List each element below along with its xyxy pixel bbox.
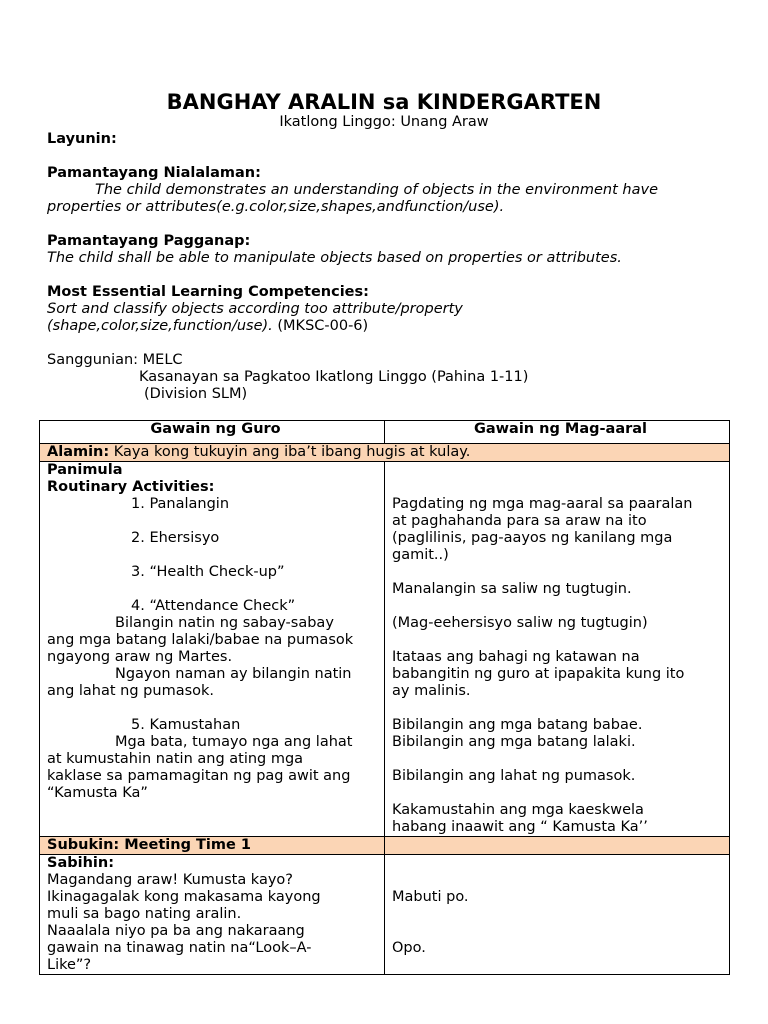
subukin-row (40, 837, 730, 855)
sanggunian-line2: Kasanayan sa Pagkatoo Ikatlong Linggo (Pahina 1-11) (139, 369, 529, 385)
alamin-cell (40, 444, 730, 462)
sabihin-row (40, 855, 730, 975)
pn-line1: The child demonstrates an understanding of objects in the environment have (95, 182, 658, 198)
s-opo: Opo. (392, 940, 426, 956)
s-kak-line2: habang inaawit ang “ Kamusta Ka’’ (392, 819, 648, 835)
melc-code: (MKSC-00-6) (272, 318, 369, 334)
guro-panimula-cell (40, 462, 385, 837)
s-ita-line2: babangitin ng guro at ipapakita kung ito (392, 666, 685, 682)
bilangin-line2: ang mga batang lalaki/babae na pumasok (47, 632, 354, 648)
alamin-text: Kaya kong tukuyin ang iba’t ibang hugis at kulay. (109, 444, 471, 460)
melc-line1: Sort and classify objects according too attribute/property (47, 301, 463, 317)
mga-line1: Mga bata, tumayo nga ang lahat (115, 734, 353, 750)
s-kak-line1: Kakamustahin ang mga kaeskwela (392, 802, 644, 818)
sab-line5: gawain na tinawag natin na“Look–A- (47, 940, 312, 956)
ngayon-line1: Ngayon naman ay bilangin natin (115, 666, 352, 682)
pp-label: Pamantayang Pagganap: (47, 233, 251, 249)
melc-label: Most Essential Learning Competencies: (47, 284, 369, 300)
step-3: 3. “Health Check-up” (131, 564, 285, 580)
melc-line2-wrap (47, 318, 737, 335)
pp-text: The child shall be able to manipulate objects based on properties or attributes. (47, 250, 622, 266)
routinary-label: Routinary Activities: (47, 479, 215, 495)
panimula-label: Panimula (47, 462, 123, 478)
s-ita-line1: Itataas ang bahagi ng katawan na (392, 649, 640, 665)
step-5: 5. Kamustahan (131, 717, 241, 733)
sab-line4: Naaalala niyo pa ba ang nakaraang (47, 923, 305, 939)
page-subtitle: Ikatlong Linggo: Unang Araw (279, 114, 489, 130)
s-bib-line2: Bibilangin ang mga batang lalaki. (392, 734, 636, 750)
alamin-label: Alamin: (47, 444, 110, 460)
sab-line3: muli sa bago nating aralin. (47, 906, 242, 922)
sanggunian-line3: (Division SLM) (144, 386, 248, 402)
col-header-guro: Gawain ng Guro (40, 421, 385, 444)
mga-line4: “Kamusta Ka” (47, 785, 148, 801)
subukin-cell: Subukin: Meeting Time 1 (40, 837, 385, 855)
s-bib-line3: Bibilangin ang lahat ng pumasok. (392, 768, 636, 784)
sab-line1: Magandang araw! Kumusta kayo? (47, 872, 293, 888)
mga-line3: kaklase sa pamamagitan ng pag awit ang (47, 768, 351, 784)
bilangin-line3: ngayong araw ng Martes. (47, 649, 233, 665)
sanggunian-line1: Sanggunian: MELC (47, 352, 183, 368)
bilangin-line1: Bilangin natin ng sabay-sabay (115, 615, 334, 631)
panimula-row (40, 462, 730, 837)
layunin-label: Layunin: (47, 131, 117, 147)
mga-line2: at kumustahin natin ang ating mga (47, 751, 304, 767)
guro-sabihin-cell (40, 855, 385, 975)
sabihin-label: Sabihin: (47, 855, 114, 871)
step-4: 4. “Attendance Check” (131, 598, 296, 614)
s-ita-line3: ay malinis. (392, 683, 471, 699)
s-pag-line1: Pagdating ng mga mag-aaral sa paaralan (392, 496, 693, 512)
step-1: 1. Panalangin (131, 496, 230, 512)
melc-line2: (shape,color,size,function/use). (47, 318, 273, 334)
s-pag-line2: at paghahanda para sa araw na ito (392, 513, 647, 529)
mag-aaral-panimula-cell (385, 462, 730, 837)
lesson-table (39, 420, 730, 975)
table-header-row (40, 421, 730, 444)
ngayon-line2: ang lahat ng pumasok. (47, 683, 215, 699)
sab-line2: Ikinagagalak kong makasama kayong (47, 889, 321, 905)
s-bib-line1: Bibilangin ang mga batang babae. (392, 717, 643, 733)
subukin-empty-cell (385, 837, 730, 855)
col-header-mag-aaral: Gawain ng Mag-aaral (385, 421, 730, 444)
pn-label: Pamantayang Nialalaman: (47, 165, 261, 181)
step-2: 2. Ehersisyo (131, 530, 220, 546)
mag-aaral-sabihin-cell (385, 855, 730, 975)
sab-line6: Like”? (47, 957, 92, 973)
s-mabuti: Mabuti po. (392, 889, 469, 905)
pn-line2: properties or attributes(e.g.color,size,shapes,andfunction/use). (47, 199, 505, 215)
s-ehersisyo: (Mag-eehersisyo saliw ng tugtugin) (392, 615, 648, 631)
s-pag-line4: gamit..) (392, 547, 449, 563)
s-manalangin: Manalangin sa saliw ng tugtugin. (392, 581, 632, 597)
s-pag-line3: (paglilinis, pag-aayos ng kanilang mga (392, 530, 673, 546)
page-title: BANGHAY ARALIN sa KINDERGARTEN (166, 90, 602, 114)
alamin-row (40, 444, 730, 462)
